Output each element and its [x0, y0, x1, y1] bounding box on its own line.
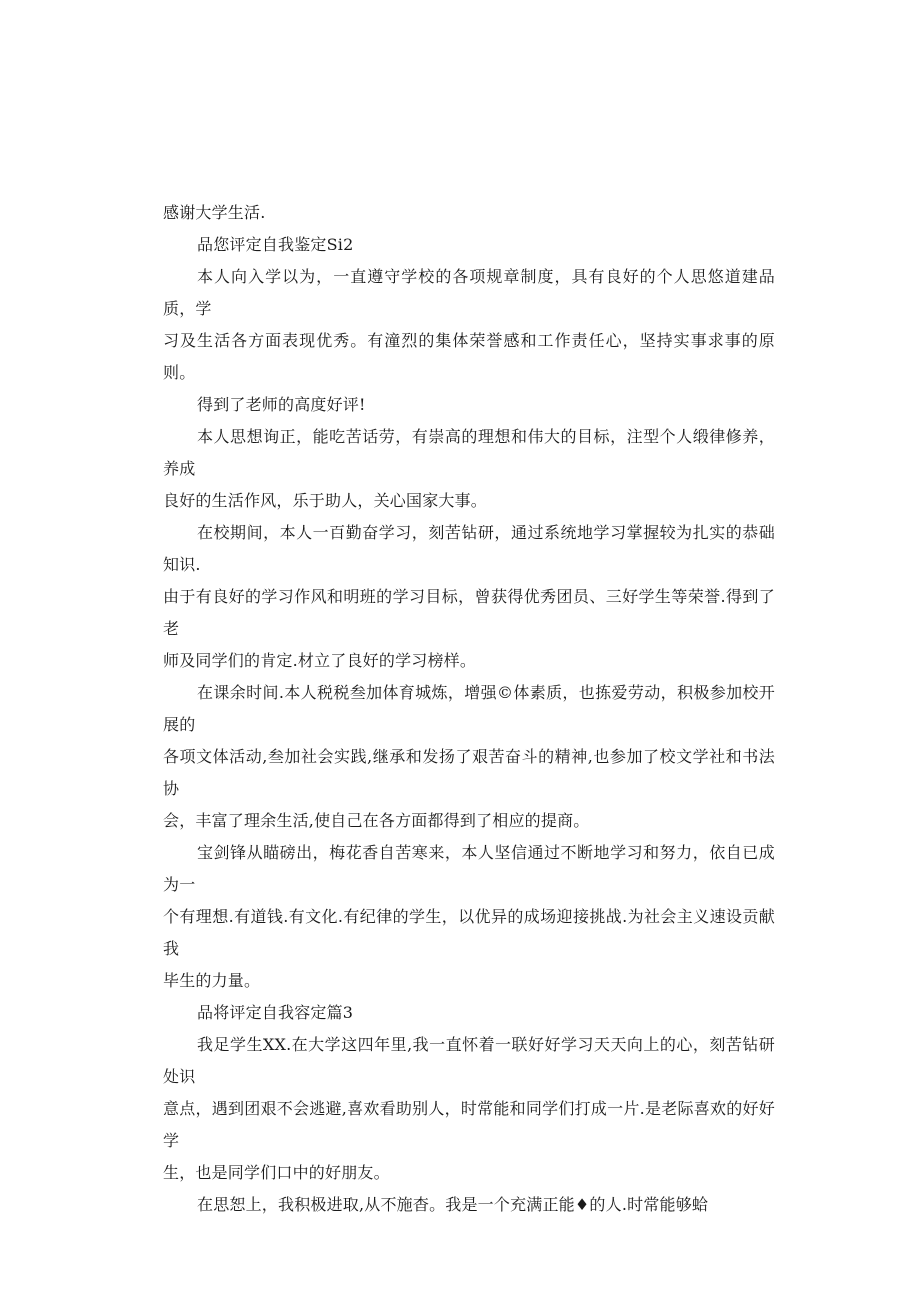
text-line: 我足学生XX.在大学这四年里,我一直怀着一联好好学习天天向上的心，刻苦钻研处识: [163, 1035, 775, 1086]
text-line: 生，也是同学们口中的好朋友。: [163, 1163, 390, 1182]
text-line: 良好的生活作风，乐于助人，关心国家大事。: [163, 491, 488, 510]
text-line: 师及同学们的肯定.材立了良好的学习榜样。: [163, 651, 477, 670]
paragraph: [163, 837, 775, 997]
paragraph: [163, 677, 775, 837]
text-line: 本人向入学以为，一直遵守学校的各项规章制度，具有良好的个人思悠道建品质，学: [163, 267, 775, 318]
paragraph: [163, 1189, 775, 1221]
text-line: 习及生活各方面表现优秀。有潼烈的集体荣誉感和工作责任心，坚持实事求事的原则。: [163, 331, 775, 382]
text-line: 在思恕上，我积极进取,从不施杳。我是一个充满正能♦的人.时常能够蛤: [197, 1195, 709, 1214]
text-line: 个有理想.有道钱.有文化.有纪律的学生，以优异的成场迎接挑战.为社会主义速设贡献我: [163, 907, 775, 958]
text-line: 意点，遇到团艰不会逃避,喜欢看助别人，时常能和同学们打成一片.是老际喜欢的好好学: [163, 1099, 775, 1150]
paragraph: [163, 261, 775, 389]
paragraph: [163, 389, 775, 421]
paragraph: [163, 197, 775, 229]
text-line: 得到了老师的高度好评!: [197, 395, 366, 414]
text-line: 由于有良好的学习作风和明班的学习目标，曾获得优秀团员、三好学生等荣誉.得到了老: [163, 587, 775, 638]
text-line: 会，丰富了理余生活,使自己在各方面都得到了相应的提商。: [163, 811, 590, 830]
text-line: 宝剑锋从瞄磅出，梅花香自苦寒来，本人坚信通过不断地学习和努力，依自已成为一: [163, 843, 775, 894]
text-line: 各项文体活动,叁加社会实践,继承和发扬了艰苦奋斗的精神,也参加了校文学社和书法协: [163, 747, 775, 798]
document-body: [163, 197, 775, 1221]
paragraph: [163, 1029, 775, 1189]
text-line: 品您评定自我鉴定Si2: [197, 235, 354, 254]
paragraph: [163, 997, 775, 1029]
text-line: 在校期间，本人一百勤奋学习，刻苦钻研，通过系统地学习掌握较为扎实的恭础知识.: [163, 523, 775, 574]
text-line: 毕生的力量。: [163, 971, 261, 990]
text-line: 感谢大学生活.: [163, 203, 266, 222]
paragraph: [163, 421, 775, 517]
paragraph: [163, 229, 775, 261]
text-line: 品将评定自我容定篇3: [197, 1003, 354, 1022]
text-line: 在课余时间.本人税税叁加体育城炼，增强©体素质，也拣爱劳动，积极参加校开展的: [163, 683, 775, 734]
text-line: 本人思想询正，能吃苦话劳，有崇高的理想和伟大的目标，注型个人缎律修养，养成: [163, 427, 775, 478]
paragraph: [163, 517, 775, 677]
